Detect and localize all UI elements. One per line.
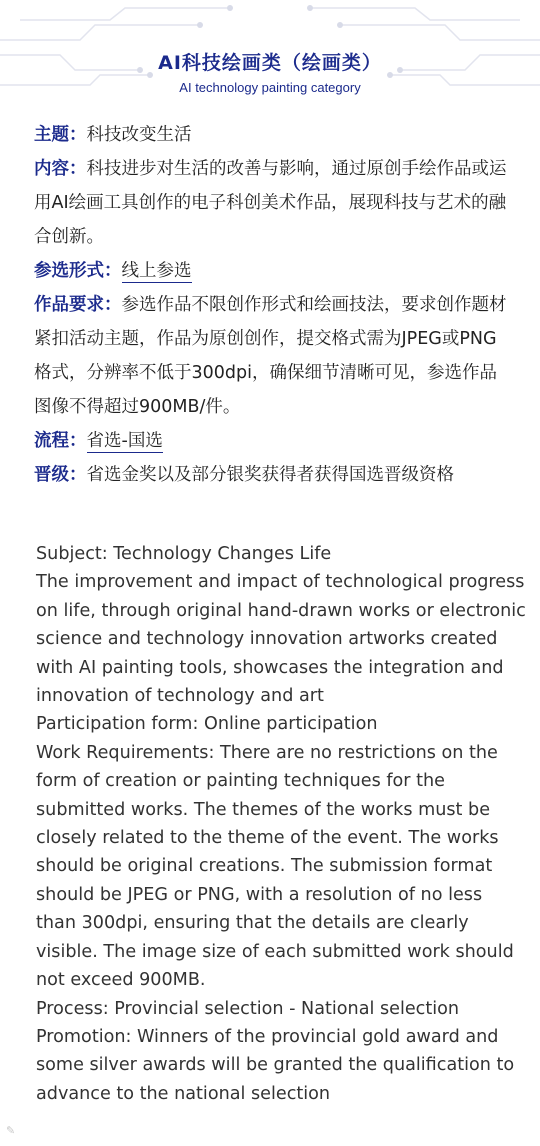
cn-theme-value: 科技改变生活 (86, 125, 192, 145)
cn-form-value: 线上参选 (121, 261, 192, 281)
cn-promo-label: 晋级： (34, 465, 87, 485)
watermark-icon: ✎ (6, 1124, 16, 1137)
cn-form-label: 参选形式： (34, 261, 122, 281)
cn-content (34, 152, 514, 254)
cn-promo-value: 省选金奖以及部分银奖获得者获得国选晋级资格 (86, 465, 454, 485)
cn-req-label: 作品要求： (34, 295, 122, 315)
cn-content-value: 科技进步对生活的改善与影响，通过原创手绘作品或运用AI绘画工具创作的电子科创美术作品，展现科技与艺术的融合创新。 (34, 159, 507, 247)
cn-theme (34, 118, 514, 152)
cn-req-value: 参选作品不限创作形式和绘画技法，要求创作题材紧扣活动主题，作品为原创创作，提交格式需为JPEG或PNG格式，分辨率不低于300dpi，确保细节清晰可见，参选作品图像不得超过900MB/件。 (34, 295, 507, 417)
title-english: AI technology painting category (179, 80, 361, 95)
cn-process-value: 省选-国选 (86, 431, 163, 451)
en-requirements: Work Requirements: There are no restrictions on the form of creation or painting techniques for the submitted works. The themes of the works must be closely related to the theme of the event. The works should be original creations. The submission format should be JPEG or PNG, with a resolution of no less than 300dpi, ensuring that the details are clearly visible. The image size of each submitted work should not exceed 900MB. (36, 742, 514, 991)
cn-theme-label: 主题： (34, 125, 87, 145)
cn-promotion (34, 458, 514, 492)
cn-requirements (34, 288, 514, 424)
en-promotion: Promotion: Winners of the provincial gold award and some silver awards will be granted the qualification to advance to the national selection (36, 1026, 515, 1104)
en-process: Process: Provincial selection - National selection (36, 998, 460, 1019)
header-banner (0, 0, 540, 108)
chinese-section (34, 118, 514, 492)
en-content: The improvement and impact of technological progress on life, through original hand-drawn works or electronic science and technology innovation artworks created with AI painting tools, showcases the integration and innovation of technology and art (36, 572, 526, 707)
title-chinese: AI科技绘画类（绘画类） (158, 52, 382, 74)
english-section (36, 540, 526, 1108)
cn-form (34, 254, 514, 288)
cn-content-label: 内容： (34, 159, 87, 179)
en-subject: Subject: Technology Changes Life (36, 544, 332, 564)
en-form: Participation form: Online participation (36, 714, 378, 735)
cn-process (34, 424, 514, 458)
cn-process-label: 流程： (34, 431, 87, 451)
